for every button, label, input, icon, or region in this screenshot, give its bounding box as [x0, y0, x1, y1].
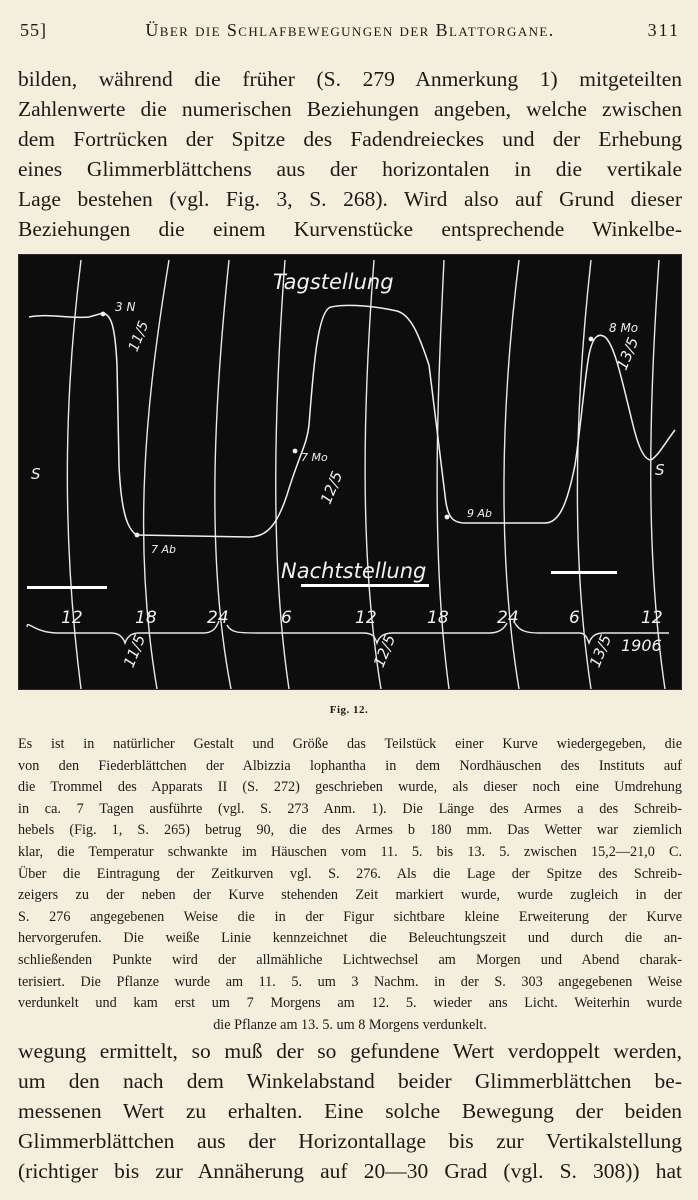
text-line: (richtiger bis zur Annäherung auf 20—30 Grad (vgl. S. 308)) hat — [18, 1159, 682, 1183]
text-line: wegung ermittelt, so muß der so gefundene Wert verdoppelt werden, — [18, 1039, 682, 1063]
caption-line: hebels (Fig. 1, S. 265) betrug 90, die des Armes b 180 mm. Das Wetter war ziemlich — [18, 822, 682, 839]
caption-line: schließenden Punkte wird der allmähliche Lichtwechsel am Morgen und Abend charak- — [18, 951, 682, 968]
hour-tick-label: 6 — [569, 608, 580, 628]
figure-label-s-right: S — [655, 461, 665, 479]
bottom-paragraph — [18, 1036, 682, 1186]
text-line: messenen Wert zu erhalten. Eine solche Bewegung der beiden — [18, 1099, 682, 1123]
annotation-9ab: 9 Ab — [467, 507, 493, 520]
annotation-8mo: 8 Mo — [609, 321, 639, 335]
figure-label-night: Nachtstellung — [281, 559, 427, 583]
kymograph-recording — [19, 255, 681, 689]
hour-tick-label: 24 — [497, 608, 519, 628]
hour-tick-label: 24 — [207, 608, 229, 628]
caption-line: zeigers zu der neben der Kurve stehenden Zeit markiert wurde, wurde zugleich in der — [18, 887, 682, 904]
section-number: 55] — [20, 20, 47, 40]
text-line: Glimmerblättchen aus der Horizontallage bis zur Vertikalstellung — [18, 1129, 682, 1153]
text-line: dem Fortrücken der Spitze des Fadendreieckes und der Erhebung — [18, 127, 682, 151]
kymograph-figure — [19, 255, 681, 689]
annotation-12-5-mid: 12/5 — [316, 468, 347, 507]
time-marker — [135, 533, 140, 538]
text-line: eines Glimmerblättchens aus der horizontalen in die vertikale — [18, 157, 682, 181]
figure-number: Fig. 12. — [329, 704, 369, 716]
annotation-11-5-top: 11/5 — [125, 318, 153, 355]
text-line: Lage bestehen (vgl. Fig. 3, S. 268). Wird also auf Grund dieser — [18, 187, 682, 211]
illumination-bar — [301, 584, 429, 587]
hour-tick-label: 12 — [641, 608, 663, 628]
top-paragraph — [18, 64, 682, 244]
illumination-bar — [551, 571, 617, 574]
annotation-7mo: 7 Mo — [301, 451, 328, 464]
hour-tick-label: 18 — [427, 608, 449, 628]
caption-line: in ca. 7 Tagen ausführte (vgl. S. 273 Anm. 1). Die Länge des Armes a des Schreib- — [18, 800, 682, 817]
annotation-3n: 3 N — [115, 300, 136, 314]
text-line: um den nach dem Winkelabstand beider Glimmerblättchen be- — [18, 1069, 682, 1093]
day-label: 12/5 — [369, 632, 400, 671]
day-label: 11/5 — [119, 632, 150, 671]
hour-tick-label: 18 — [135, 608, 157, 628]
page-number: 311 — [647, 20, 680, 40]
caption-line: Über die Eintragung der Zeitkurven vgl. S. 276. Als die Lage der Spitze des Schreib- — [18, 865, 682, 882]
caption-line: klar, die Temperatur schwankte im Häuschen vom 11. 5. bis 13. 5. zwischen 15,2—21,0 C. — [18, 843, 682, 860]
text-line: bilden, während die früher (S. 279 Anmerkung 1) mitgeteilten — [18, 67, 682, 91]
figure-label-day: Tagstellung — [273, 270, 394, 294]
hour-tick-label: 6 — [281, 608, 292, 628]
time-marker — [293, 449, 298, 454]
running-head — [20, 20, 680, 46]
caption-line: Es ist in natürlicher Gestalt und Größe das Teilstück einer Kurve wiedergegeben, die — [18, 736, 682, 752]
time-marker — [101, 312, 106, 317]
caption-line: terisiert. Die Pflanze wurde am 11. 5. um 3 Nachm. in der S. 303 angegebenen Weise — [18, 973, 682, 990]
text-line: Beziehungen die einem Kurvenstücke entsprechende Winkelbe- — [18, 217, 682, 241]
day-bracket — [27, 621, 219, 643]
caption-line: die Pflanze am 13. 5. um 8 Morgens verdunkelt. — [213, 1016, 487, 1033]
annotation-7ab: 7 Ab — [151, 543, 177, 556]
hour-tick-label: 12 — [355, 608, 377, 628]
illumination-bar — [27, 586, 107, 589]
time-marker — [445, 515, 450, 520]
time-marker — [589, 337, 594, 342]
chapter-title: Über die Schlafbewegungen der Blattorgane. — [145, 20, 555, 40]
year-label: 1906 — [621, 636, 662, 655]
caption-line: die Trommel des Apparats II (S. 272) geschrieben wurde, als dieser noch eine Umdrehung — [18, 779, 682, 796]
caption-line: verdunkelt und kam erst um 7 Morgens am 12. 5. wieder ans Licht. Weiterhin wurde — [18, 995, 682, 1012]
text-line: Zahlenwerte die numerischen Beziehungen angeben, welche zwischen — [18, 97, 682, 121]
figure-caption — [18, 734, 682, 1036]
figure-label-s-left: S — [31, 465, 41, 483]
hour-tick-label: 12 — [61, 608, 83, 628]
day-label: 13/5 — [585, 632, 616, 671]
annotation-13-5-top: 13/5 — [612, 334, 643, 373]
caption-line: von den Fiederblättchen der Albizzia lophantha in dem Nordhäuschen des Instituts auf — [18, 757, 682, 774]
caption-line: S. 276 angegebenen Weise die in der Figur sichtbare kleine Erweiterung der Kurve — [18, 908, 682, 925]
caption-line: hervorgerufen. Die weiße Linie kennzeichnet die Beleuchtungszeit und durch die an- — [18, 930, 682, 947]
